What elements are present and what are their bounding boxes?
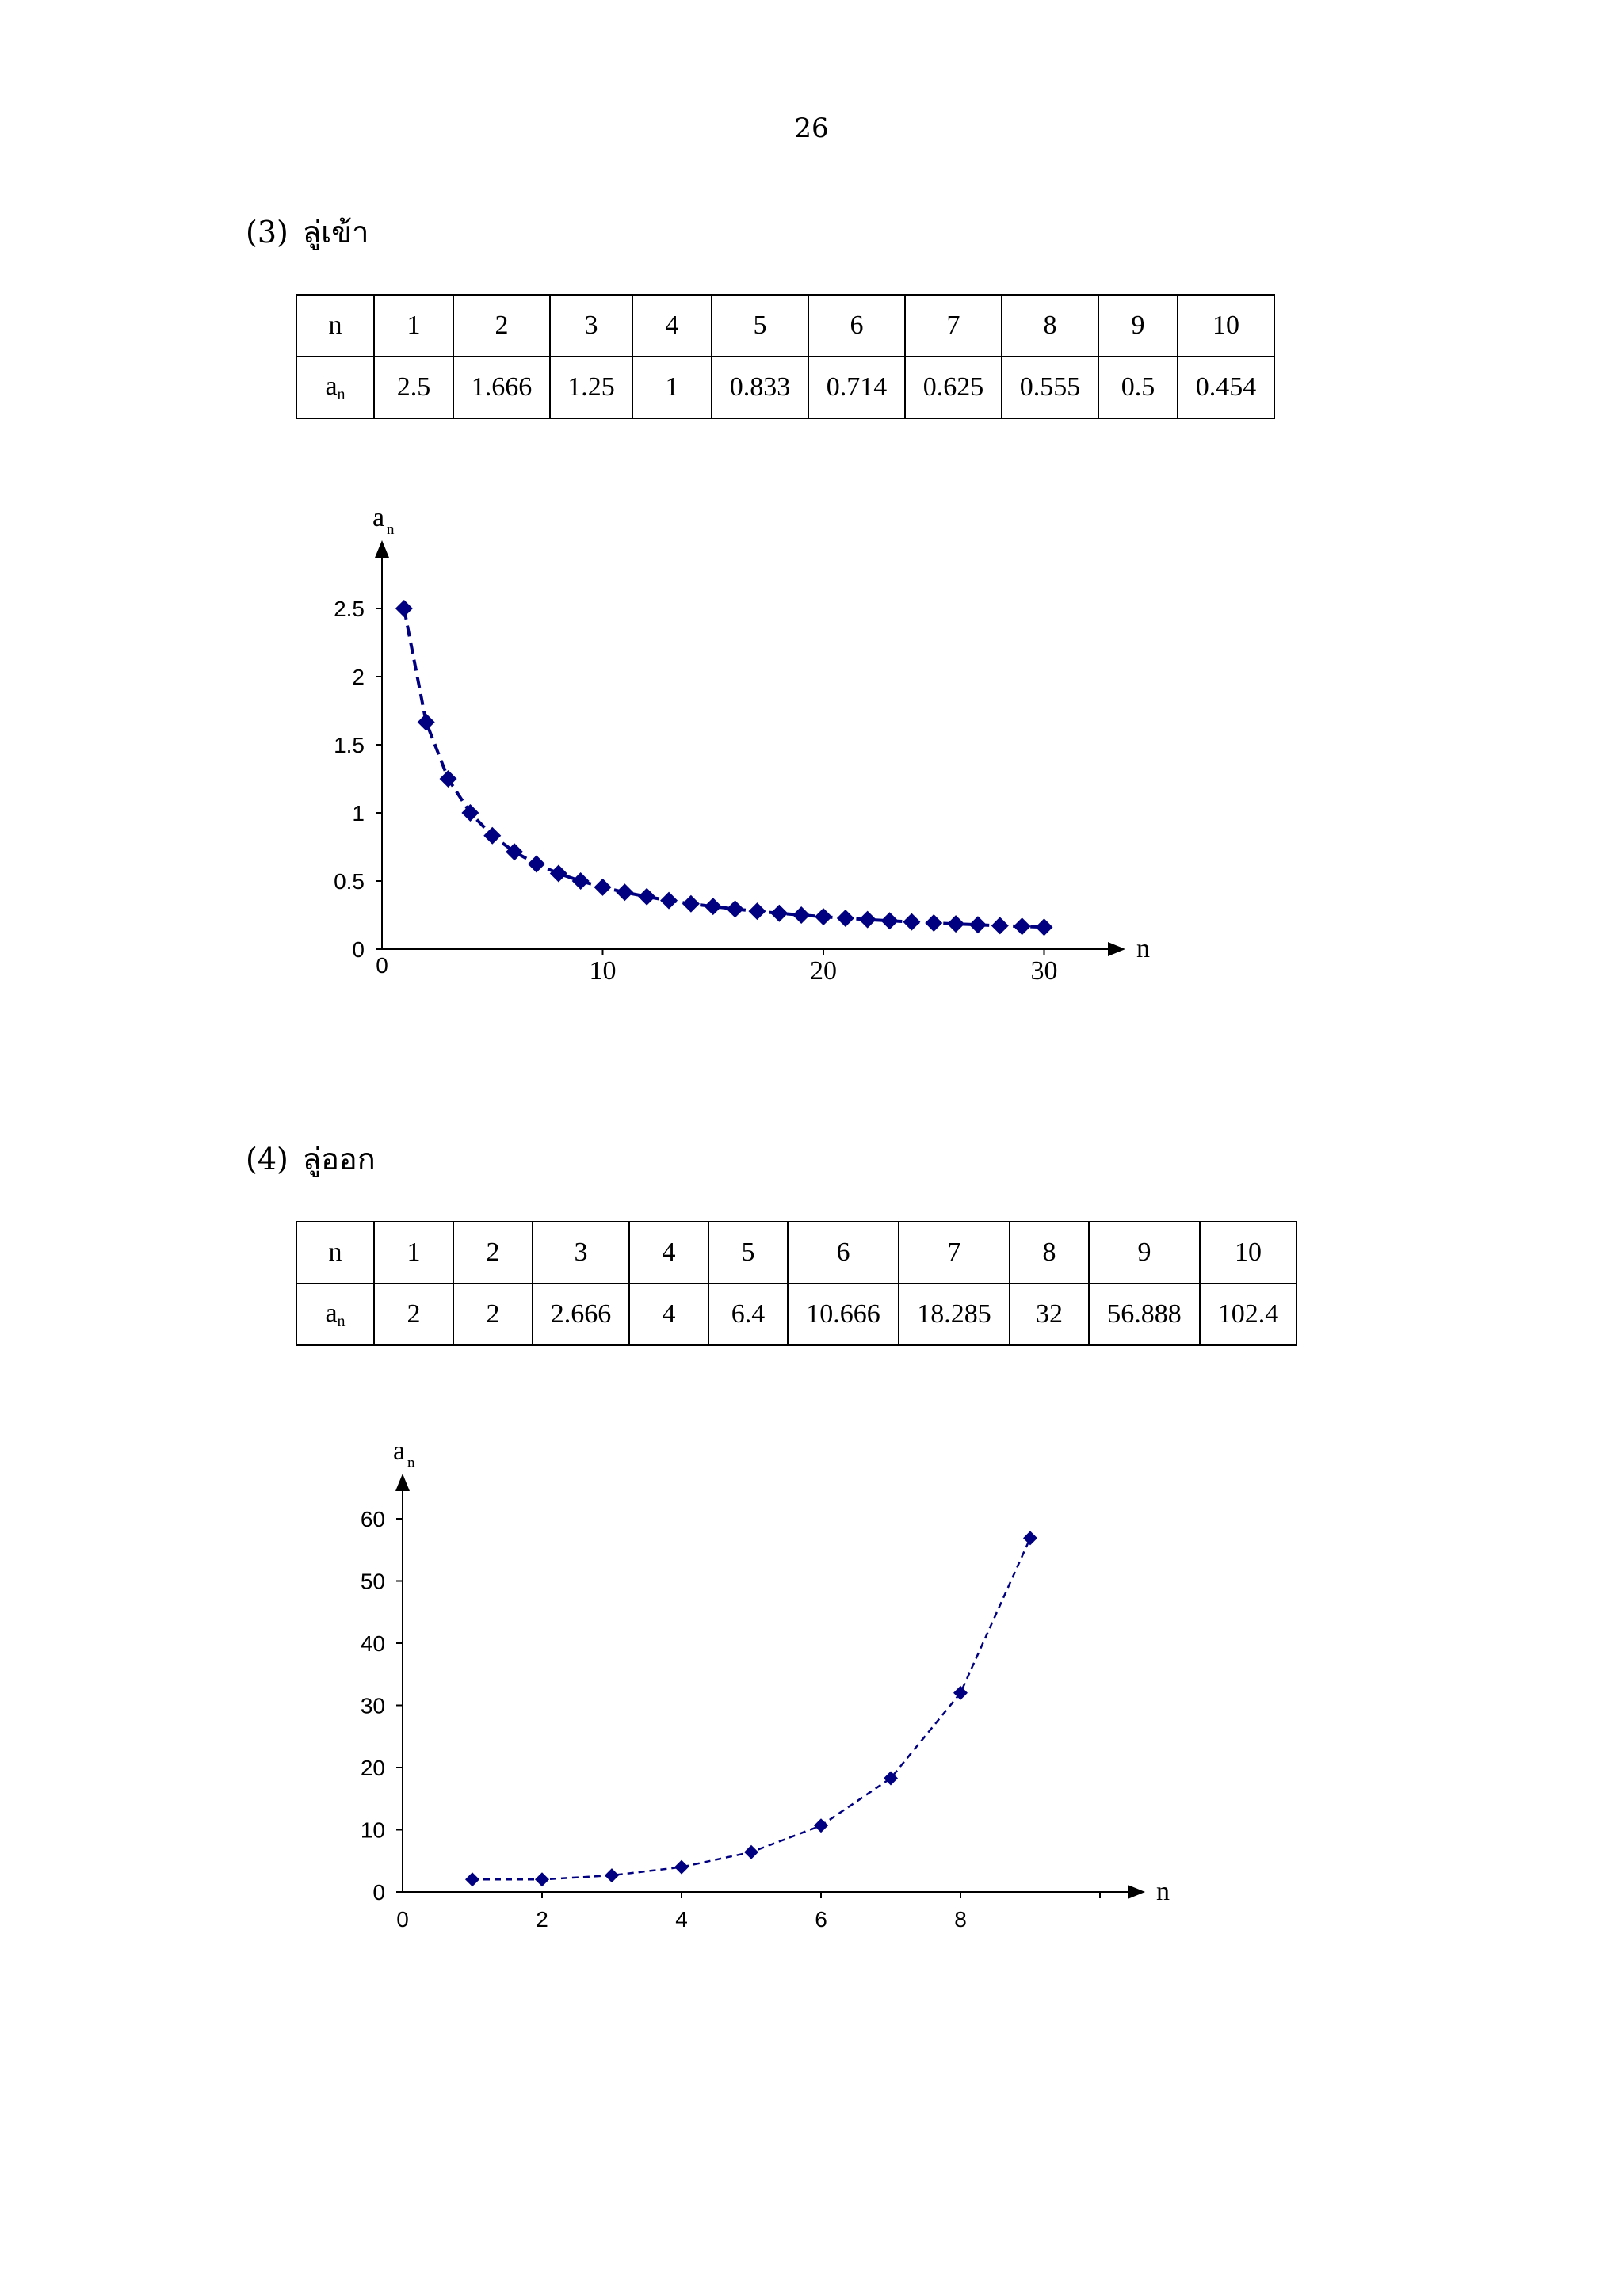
x-tick-label: 2 xyxy=(536,1907,548,1932)
data-point xyxy=(1023,1531,1037,1545)
y-tick-label: 20 xyxy=(360,1756,385,1780)
table-cell-n: 1 xyxy=(374,295,453,357)
sequence-table-divergent xyxy=(296,1221,1297,1346)
header-n: n xyxy=(296,1222,374,1283)
data-point xyxy=(837,910,854,927)
sequence-table-convergent xyxy=(296,294,1275,419)
header-a: a xyxy=(325,371,338,401)
table-cell-a: 0.625 xyxy=(905,357,1002,418)
x-tick-label: 6 xyxy=(815,1907,827,1932)
y-tick-label: 10 xyxy=(360,1817,385,1843)
data-point xyxy=(638,888,655,906)
data-point xyxy=(535,1872,549,1886)
chart-divergent xyxy=(0,1442,1623,1933)
table-cell-n: 5 xyxy=(712,295,808,357)
table-cell-n: 1 xyxy=(374,1222,453,1283)
table-cell-a: 1.666 xyxy=(453,357,550,418)
y-tick-label: 1.5 xyxy=(334,733,365,757)
table-cell-a: 0.454 xyxy=(1178,357,1274,418)
table-row-a xyxy=(296,1283,1296,1345)
data-point xyxy=(953,1686,968,1700)
table-row-a xyxy=(296,357,1274,418)
data-point xyxy=(440,770,457,788)
y-axis-label-subscript: n xyxy=(407,1455,415,1471)
table-cell-a: 0.5 xyxy=(1098,357,1178,418)
x-tick-label: 4 xyxy=(675,1907,688,1932)
section-title: ลู่เข้า xyxy=(302,215,369,250)
y-tick-label: 0 xyxy=(372,1880,385,1905)
data-point xyxy=(969,916,987,933)
header-a-subscript: n xyxy=(337,1312,346,1330)
table-cell-n: 3 xyxy=(550,295,632,357)
y-axis-label: a xyxy=(393,1442,406,1466)
y-tick-label: 60 xyxy=(360,1507,385,1531)
table-cell-n: 7 xyxy=(905,295,1002,357)
data-point xyxy=(947,915,964,933)
series-line xyxy=(404,608,1044,927)
x-axis-label: n xyxy=(1156,1877,1170,1906)
x-tick-label: 0 xyxy=(396,1907,409,1932)
y-tick-label: 50 xyxy=(360,1569,385,1594)
table-cell-n: 9 xyxy=(1098,295,1178,357)
header-n: n xyxy=(296,295,374,357)
y-tick-label: 2 xyxy=(352,665,365,689)
y-tick-label: 2.5 xyxy=(334,597,365,621)
x-axis-arrow xyxy=(1108,942,1125,956)
table-cell-a: 10.666 xyxy=(788,1283,899,1345)
x-tick-label: 0 xyxy=(376,953,388,978)
data-point xyxy=(395,600,413,617)
y-tick-label: 1 xyxy=(352,801,365,826)
x-tick-label: 10 xyxy=(589,956,617,986)
table-cell-a: 1 xyxy=(632,357,712,418)
data-point xyxy=(991,917,1009,934)
data-point xyxy=(815,908,832,925)
data-point xyxy=(859,911,876,929)
x-axis-arrow xyxy=(1128,1885,1145,1899)
table-cell-a: 0.714 xyxy=(808,357,905,418)
data-point xyxy=(903,913,920,931)
section-title: ลู่ออก xyxy=(302,1142,376,1177)
data-point xyxy=(572,872,590,890)
data-point xyxy=(674,1860,689,1875)
header-an xyxy=(296,1283,374,1345)
header-an xyxy=(296,357,374,418)
page-number: 26 xyxy=(794,113,829,144)
data-point xyxy=(528,856,545,873)
data-point xyxy=(461,804,479,822)
chart-convergent xyxy=(0,491,1623,1046)
x-axis-label: n xyxy=(1136,934,1150,963)
data-point xyxy=(1036,918,1053,936)
table-cell-n: 2 xyxy=(453,1222,533,1283)
x-tick-label: 20 xyxy=(810,956,837,986)
table-cell-a: 32 xyxy=(1010,1283,1089,1345)
table-cell-n: 6 xyxy=(808,295,905,357)
table-cell-n: 8 xyxy=(1002,295,1098,357)
table-cell-a: 102.4 xyxy=(1200,1283,1296,1345)
header-a: a xyxy=(325,1298,338,1328)
table-cell-a: 4 xyxy=(629,1283,708,1345)
section-number: (3) xyxy=(246,215,288,250)
section-heading-convergent xyxy=(246,208,369,256)
table-cell-a: 6.4 xyxy=(708,1283,788,1345)
data-point xyxy=(682,895,700,913)
table-cell-n: 2 xyxy=(453,295,550,357)
x-tick-label: 30 xyxy=(1030,956,1058,986)
table-cell-n: 5 xyxy=(708,1222,788,1283)
data-point xyxy=(744,1845,758,1859)
y-tick-label: 0.5 xyxy=(334,869,365,894)
table-cell-n: 9 xyxy=(1089,1222,1200,1283)
table-cell-a: 18.285 xyxy=(899,1283,1010,1345)
data-point xyxy=(925,914,942,932)
table-row-n xyxy=(296,1222,1296,1283)
section-number: (4) xyxy=(246,1142,288,1177)
y-tick-label: 30 xyxy=(360,1693,385,1718)
data-point xyxy=(483,827,501,845)
y-tick-label: 40 xyxy=(360,1631,385,1656)
table-cell-n: 10 xyxy=(1178,295,1274,357)
table-cell-a: 0.555 xyxy=(1002,357,1098,418)
series-line xyxy=(472,1538,1030,1879)
data-point xyxy=(770,905,788,922)
table-cell-n: 10 xyxy=(1200,1222,1296,1283)
table-cell-a: 0.833 xyxy=(712,357,808,418)
table-cell-a: 1.25 xyxy=(550,357,632,418)
table-row-n xyxy=(296,295,1274,357)
y-axis-label-subscript: n xyxy=(387,521,395,538)
y-axis-arrow xyxy=(375,540,389,558)
data-point xyxy=(748,902,766,920)
data-point xyxy=(616,883,633,901)
table-cell-a: 2.666 xyxy=(533,1283,629,1345)
y-axis-label: a xyxy=(372,503,385,532)
table-cell-a: 2 xyxy=(374,1283,453,1345)
table-cell-a: 2.5 xyxy=(374,357,453,418)
data-point xyxy=(1014,917,1031,935)
table-cell-n: 4 xyxy=(632,295,712,357)
data-point xyxy=(465,1872,479,1886)
data-point xyxy=(660,892,678,910)
data-point xyxy=(881,912,899,929)
data-point xyxy=(550,865,567,883)
table-cell-a: 2 xyxy=(453,1283,533,1345)
header-a-subscript: n xyxy=(337,385,346,403)
data-point xyxy=(792,906,810,924)
data-point xyxy=(727,900,744,917)
y-axis-arrow xyxy=(395,1474,410,1491)
table-cell-n: 4 xyxy=(629,1222,708,1283)
y-tick-label: 0 xyxy=(352,937,365,962)
data-point xyxy=(814,1818,828,1833)
section-heading-divergent xyxy=(246,1135,376,1183)
data-point xyxy=(705,898,722,915)
data-point xyxy=(605,1868,619,1882)
table-cell-n: 7 xyxy=(899,1222,1010,1283)
table-cell-a: 56.888 xyxy=(1089,1283,1200,1345)
data-point xyxy=(594,879,612,896)
table-cell-n: 6 xyxy=(788,1222,899,1283)
table-cell-n: 3 xyxy=(533,1222,629,1283)
table-cell-n: 8 xyxy=(1010,1222,1089,1283)
data-point xyxy=(418,713,435,730)
x-tick-label: 8 xyxy=(954,1907,967,1932)
